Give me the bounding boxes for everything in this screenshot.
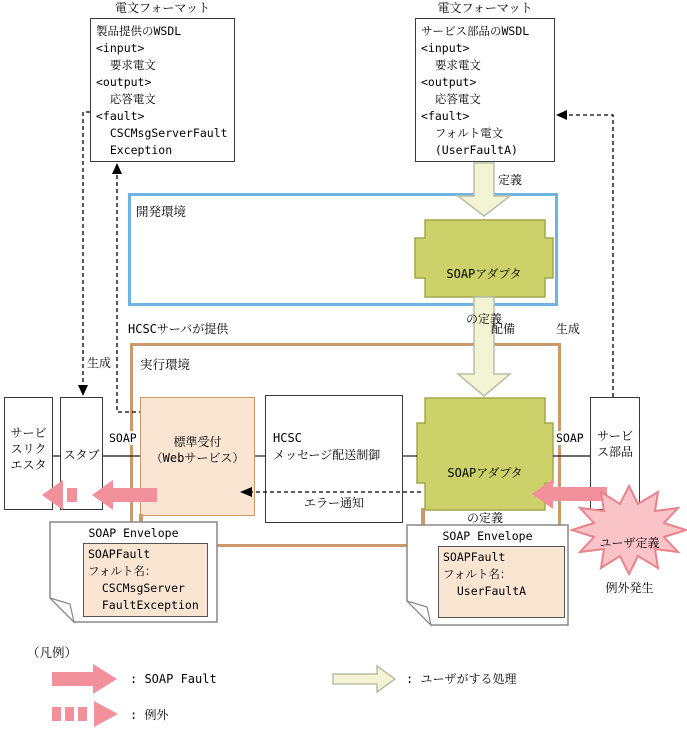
hcsc-label: メッセージ配送制御	[273, 448, 381, 462]
wsdl-line: <output>	[96, 75, 152, 89]
legend-caption: （凡例）	[27, 645, 78, 660]
fault-line: SOAPFault	[443, 550, 506, 564]
wsdl-line: CSCMsgServerFault	[96, 126, 228, 140]
soap-label-right: SOAP	[556, 431, 584, 445]
legend-soap-fault-label: : SOAP Fault	[130, 672, 217, 686]
soap-envelope-title-right: SOAP Envelope	[442, 529, 533, 543]
soap-envelope-title-left: SOAP Envelope	[88, 526, 179, 540]
generate-label-left: 生成	[87, 356, 112, 370]
deploy-label: 配備	[491, 322, 516, 336]
legend-soap-fault-arrow	[52, 664, 117, 694]
legend-exception-dash	[65, 707, 74, 721]
wsdl-line: フォルト電文	[421, 126, 504, 140]
generate-wsdl-dashed-line	[568, 115, 613, 397]
soap-fault-arrow-left	[92, 480, 157, 510]
soap-fault-detail-right	[438, 546, 565, 618]
service-requester-label: スリク	[10, 442, 47, 456]
fault-line: フォルト名：	[88, 564, 157, 578]
soap-fault-detail-left	[83, 543, 208, 617]
adapter-label-line: SOAPアダプタ	[447, 466, 523, 480]
legend-exception-dash	[52, 707, 61, 721]
legend-exception-arrow-head	[94, 701, 118, 727]
arrowhead-left-icon	[240, 487, 252, 497]
wsdl-line: <input>	[96, 41, 145, 55]
wsdl-line: <output>	[421, 75, 477, 89]
service-component-label: サービ	[596, 429, 633, 443]
generate-stub-dashed-line	[83, 112, 90, 384]
adapter-label-line: の定義	[465, 312, 502, 326]
user-exception-line: 例外発生	[605, 581, 654, 595]
legend-user-process-arrow	[333, 666, 395, 692]
define-label: 定義	[498, 173, 523, 187]
wsdl-line: <fault>	[96, 109, 145, 123]
exception-arrow-head	[42, 480, 63, 510]
soap-label-left: SOAP	[109, 431, 137, 445]
exception-arrow-dash	[67, 488, 77, 502]
fault-line: CSCMsgServer	[88, 581, 185, 595]
wsdl-line: <fault>	[421, 109, 470, 123]
stub-label: スタブ	[63, 448, 100, 462]
runtime-environment-label: 実行環境	[140, 357, 191, 372]
adapter-label-line: の定義	[466, 511, 503, 525]
wsdl-line: サービス部品のWSDL	[421, 24, 530, 38]
fault-line: UserFaultA	[443, 584, 527, 598]
adapter-label-line: SOAPアダプタ	[446, 267, 522, 281]
hcsc-label: HCSC	[273, 431, 302, 445]
wsdl-line: 製品提供のWSDL	[96, 24, 182, 38]
development-environment-label: 開発環境	[136, 204, 187, 219]
fault-line: フォルト名：	[443, 567, 512, 581]
service-component-label: ス部品	[596, 445, 633, 459]
fault-line: FaultException	[88, 598, 199, 612]
arrowhead-down-icon	[78, 385, 88, 396]
legend-user-process-label: : ユーザがする処理	[406, 672, 517, 686]
standard-reception-label: （Webサービス）	[150, 451, 245, 465]
message-format-header-right: 電文フォーマット	[437, 1, 533, 15]
service-requester-label: エスタ	[10, 458, 47, 472]
wsdl-line: <input>	[421, 41, 470, 55]
standard-reception-label: 標準受付	[173, 435, 222, 449]
arrowhead-left-icon	[556, 110, 567, 120]
error-notification-label: エラー通知	[303, 496, 364, 510]
wsdl-line: Exception	[96, 143, 173, 157]
soap-adapter-dev-label	[415, 238, 553, 356]
service-requester-label: サービ	[10, 426, 47, 440]
legend-exception-label: : 例外	[130, 708, 169, 722]
wsdl-line: 要求電文	[421, 58, 481, 72]
wsdl-line: 応答電文	[421, 92, 481, 106]
wsdl-line: 応答電文	[96, 92, 156, 106]
user-exception-line: ユーザ定義	[599, 536, 660, 550]
arrowhead-up-icon	[112, 163, 122, 174]
generate-label-right: 生成	[556, 322, 581, 336]
wsdl-line: 要求電文	[96, 58, 156, 72]
fault-line: SOAPFault	[88, 547, 151, 561]
message-format-header-left: 電文フォーマット	[115, 1, 210, 15]
wsdl-line: (UserFaultA)	[421, 143, 518, 157]
hcsc-provided-label: HCSCサーバが提供	[128, 322, 229, 336]
define-arrow	[458, 163, 510, 216]
user-exception-label	[573, 507, 686, 625]
legend-exception-dash	[78, 707, 87, 721]
